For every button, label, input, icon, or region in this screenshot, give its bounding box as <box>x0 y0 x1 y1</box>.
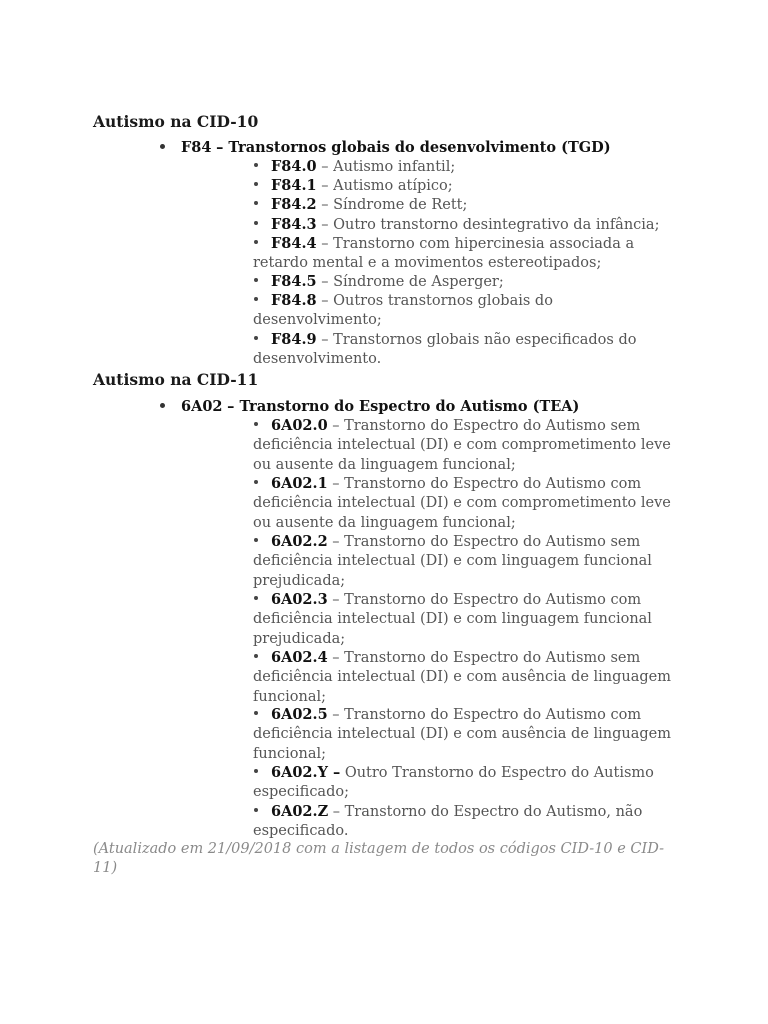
item-text: – Síndrome de Asperger; <box>316 274 504 290</box>
bullet-icon <box>254 596 258 600</box>
item-code: F84.9 <box>271 331 317 348</box>
item-text: – Transtorno do Espectro do Autismo sem deficiência intelectual (DI) e com ausência de linguagem funcional; <box>253 650 672 705</box>
group-title: – Transtorno do Espectro do Autismo (TEA) <box>227 398 580 415</box>
list-item <box>253 234 653 274</box>
list-item <box>253 532 683 591</box>
list-item <box>253 763 683 803</box>
bullet-icon <box>254 182 258 186</box>
bullet-icon <box>254 480 258 484</box>
item-text: – Transtorno do Espectro do Autismo sem deficiência intelectual (DI) e com comprometimento leve ou ausente da linguagem funcional; <box>253 418 671 473</box>
bullet-icon <box>254 538 258 542</box>
item-text: – Transtorno do Espectro do Autismo com deficiência intelectual (DI) e com comprometimento leve ou ausente da linguagem funcional; <box>253 476 671 531</box>
list-item <box>253 195 693 215</box>
bullet-icon <box>254 808 258 812</box>
section-heading-cid11: Autismo na CID-11 <box>93 370 259 389</box>
bullet-icon <box>254 654 258 658</box>
item-code: F84.2 <box>271 196 317 213</box>
item-code: 6A02.4 <box>271 649 328 666</box>
item-code: 6A02.0 <box>271 417 328 434</box>
list-item <box>253 416 683 475</box>
item-text: – Outro transtorno desintegrativo da infância; <box>316 217 660 233</box>
bullet-icon <box>254 769 258 773</box>
bullet-icon <box>254 201 258 205</box>
item-text: – Transtorno com hipercinesia associada a retardo mental e a movimentos estereotipados; <box>253 236 635 272</box>
item-text: – Transtornos globais não especificados do desenvolvimento. <box>253 332 637 368</box>
bullet-icon <box>254 163 258 167</box>
group-item-6a02 <box>160 397 579 417</box>
group-code: F84 <box>181 139 212 156</box>
list-item <box>253 802 683 842</box>
item-code: 6A02.5 <box>271 706 328 723</box>
item-code: 6A02.Z <box>271 803 329 820</box>
section-heading-cid10: Autismo na CID-10 <box>93 112 259 131</box>
group-code: 6A02 <box>181 398 223 415</box>
bullet-icon <box>160 403 165 408</box>
item-text: – Autismo infantil; <box>316 159 456 175</box>
item-code: F84.1 <box>271 177 317 194</box>
item-text: – Síndrome de Rett; <box>316 197 468 213</box>
item-code: 6A02.Y – <box>271 764 341 781</box>
list-item <box>253 176 693 196</box>
group-item-f84 <box>160 138 611 158</box>
bullet-icon <box>160 144 165 149</box>
list-item <box>253 215 693 235</box>
bullet-icon <box>254 278 258 282</box>
item-code: F84.0 <box>271 158 317 175</box>
bullet-icon <box>254 297 258 301</box>
item-text: – Outros transtornos globais do desenvolvimento; <box>253 293 553 329</box>
item-text: Outro Transtorno do Espectro do Autismo especificado; <box>253 765 654 801</box>
item-text: – Transtorno do Espectro do Autismo sem deficiência intelectual (DI) e com linguagem funcional prejudicada; <box>253 534 652 589</box>
item-text: – Autismo atípico; <box>316 178 453 194</box>
item-code: 6A02.2 <box>271 533 328 550</box>
list-item <box>253 291 573 331</box>
item-code: 6A02.3 <box>271 591 328 608</box>
item-code: 6A02.1 <box>271 475 328 492</box>
item-code: F84.3 <box>271 216 317 233</box>
list-item <box>253 648 683 707</box>
list-item <box>253 330 653 370</box>
bullet-icon <box>254 711 258 715</box>
update-note: (Atualizado em 21/09/2018 com a listagem de todos os códigos CID-10 e CID-11) <box>93 841 665 876</box>
item-text: – Transtorno do Espectro do Autismo com deficiência intelectual (DI) e com linguagem funcional prejudicada; <box>253 592 652 647</box>
group-title: – Transtornos globais do desenvolvimento (TGD) <box>216 139 611 156</box>
item-text: – Transtorno do Espectro do Autismo com deficiência intelectual (DI) e com ausência de linguagem funcional; <box>253 707 672 762</box>
bullet-icon <box>254 221 258 225</box>
list-item <box>253 474 683 533</box>
bullet-icon <box>254 422 258 426</box>
item-code: F84.5 <box>271 273 317 290</box>
list-item <box>253 705 683 764</box>
item-code: F84.4 <box>271 235 317 252</box>
bullet-icon <box>254 336 258 340</box>
list-item <box>253 590 683 649</box>
item-code: F84.8 <box>271 292 317 309</box>
bullet-icon <box>254 240 258 244</box>
item-text: – Transtorno do Espectro do Autismo, não especificado. <box>253 804 643 840</box>
list-item <box>253 157 693 177</box>
list-item <box>253 272 693 292</box>
